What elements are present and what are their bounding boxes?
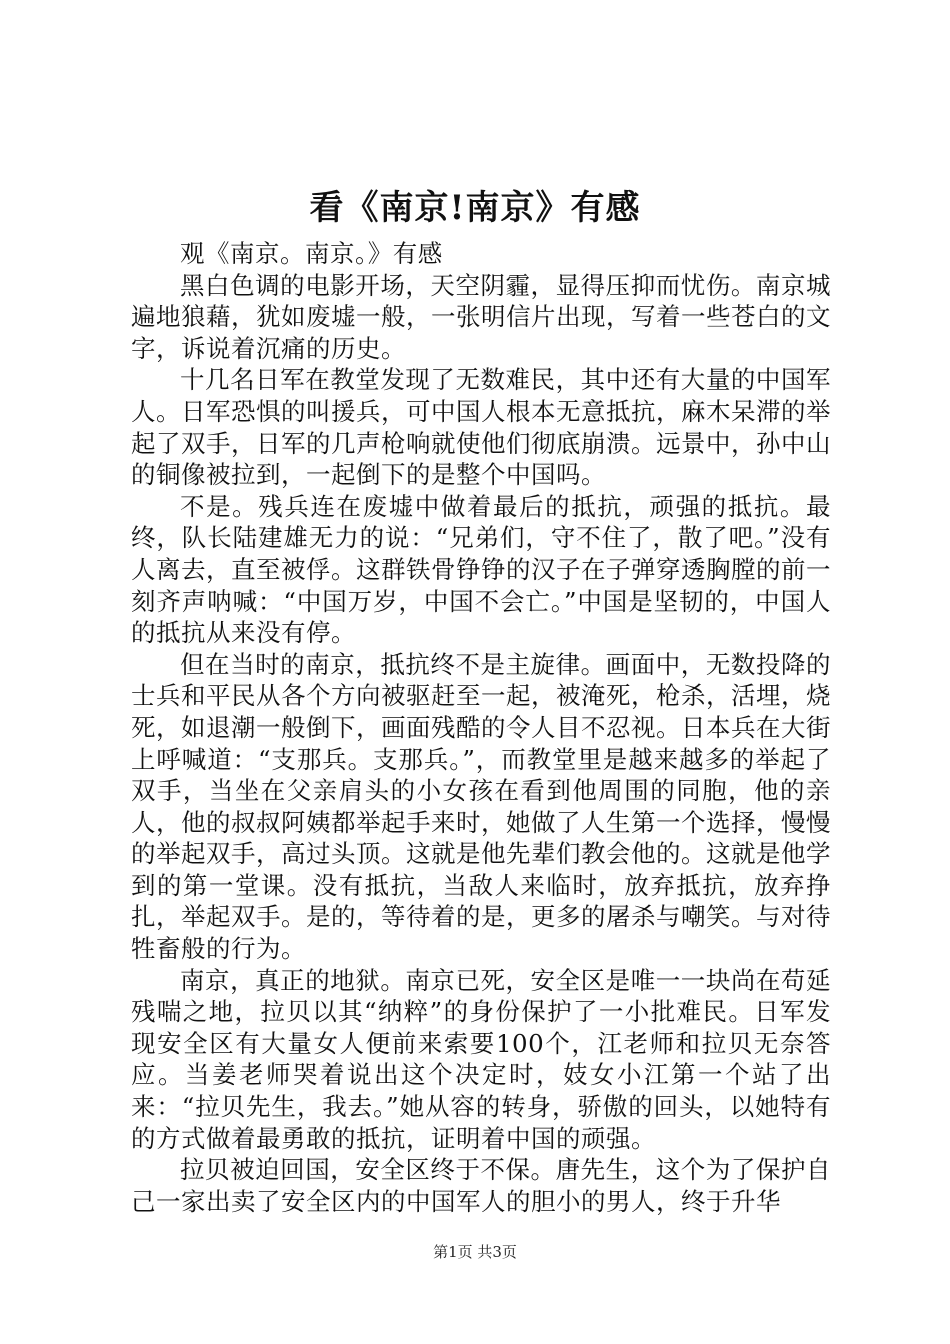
paragraph: 观《南京。南京。》有感 [180, 239, 443, 268]
document-body [131, 238, 831, 1217]
paragraph: 不是。残兵连在废墟中做着最后的抵抗，顽强的抵抗。最终，队长陆建雄无力的说：“兄弟们，守不住了，散了吧。”没有人离去，直至被俘。这群铁骨铮铮的汉子在子弹穿透胸膛的前一刻齐声呐喊：“中国万岁，中国不会亡。”中国是坚韧的，中国人的抵抗从来没有停。 [131, 491, 831, 648]
paragraph: 黑白色调的电影开场，天空阴霾，显得压抑而忧伤。南京城遍地狼藉，犹如废墟一般，一张明信片出现，写着一些苍白的文字，诉说着沉痛的历史。 [131, 270, 831, 363]
document-title: 看《南京!南京》有感 [309, 188, 641, 228]
paragraph: 拉贝被迫回国，安全区终于不保。唐先生，这个为了保护自己一家出卖了安全区内的中国军人的胆小的男人，终于升华 [131, 1155, 831, 1216]
paragraph: 但在当时的南京，抵抗终不是主旋律。画面中，无数投降的士兵和平民从各个方向被驱赶至一起，被淹死，枪杀，活埋，烧死，如退潮一般倒下，画面残酷的令人目不忍视。日本兵在大街上呼喊道：“支那兵。支那兵。”，而教堂里是越来越多的举起了双手，当坐在父亲肩头的小女孩在看到他周围的同胞，他的亲人，他的叔叔阿姨都举起手来时，她做了人生第一个选择，慢慢的举起双手，高过头顶。这就是他先辈们教会他的。这就是他学到的第一堂课。没有抵抗，当敌人来临时，放弃抵抗，放弃挣扎，举起双手。是的，等待着的是，更多的屠杀与嘲笑。与对待牲畜般的行为。 [131, 649, 831, 964]
paragraph: 南京，真正的地狱。南京已死，安全区是唯一一块尚在苟延残喘之地，拉贝以其“纳粹”的身份保护了一小批难民。日军发现安全区有大量女人便前来索要100个，江老师和拉贝无奈答应。当姜老师哭着说出这个决定时，妓女小江第一个站了出来：“拉贝先生，我去。”她从容的转身，骄傲的回头，以她特有的方式做着最勇敢的抵抗，证明着中国的顽强。 [131, 965, 831, 1153]
page-footer: 第1页 共3页 [433, 1243, 517, 1261]
paragraph: 十几名日军在教堂发现了无数难民，其中还有大量的中国军人。日军恐惧的叫援兵，可中国人根本无意抵抗，麻木呆滞的举起了双手，日军的几声枪响就使他们彻底崩溃。远景中，孙中山的铜像被拉到，一起倒下的是整个中国吗。 [131, 365, 831, 490]
